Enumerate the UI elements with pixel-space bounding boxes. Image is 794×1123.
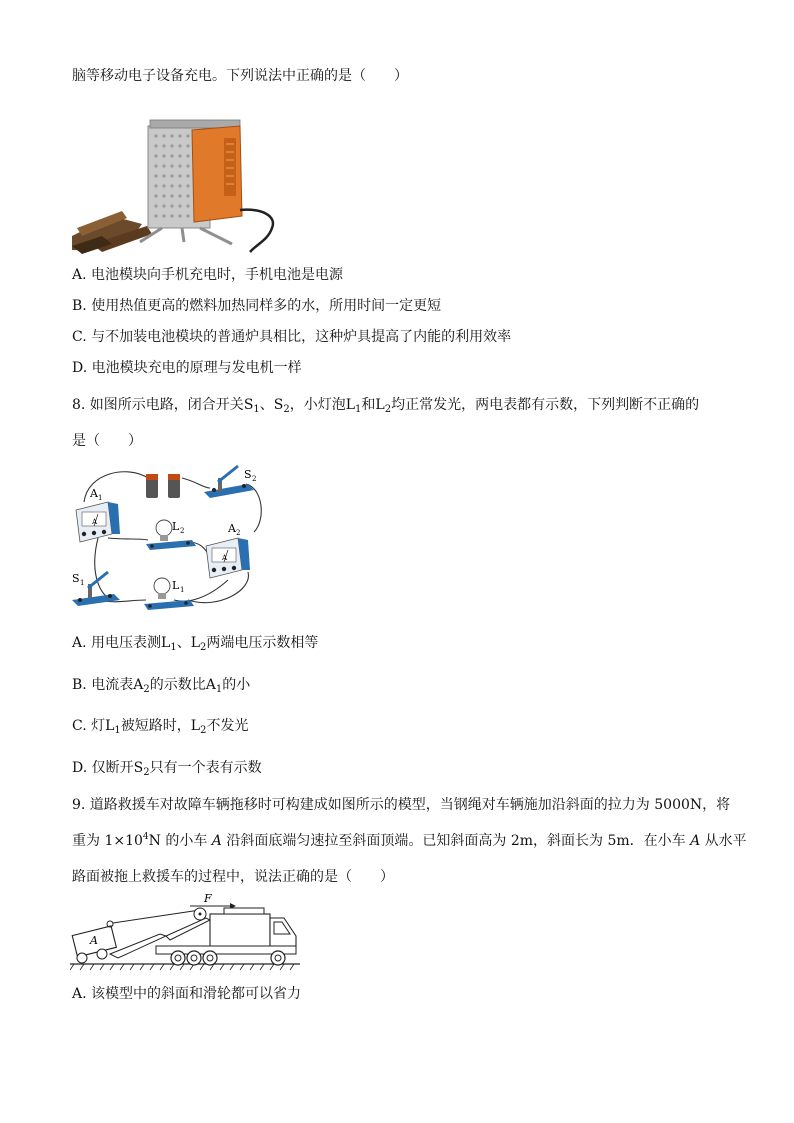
q8-option-d-post: 只有一个表有示数 xyxy=(149,760,262,776)
q8-option-a-l2: L xyxy=(190,635,200,651)
q7-option-d: D. 电池模块充电的原理与发电机一样 xyxy=(72,360,302,376)
q8-option-a-l2-sub: 2 xyxy=(199,642,207,653)
q8-option-a-l1: L xyxy=(161,635,171,651)
q8-l2: L xyxy=(375,397,385,413)
ammeter-a1-icon xyxy=(76,502,120,542)
label-s2: S xyxy=(244,468,252,481)
q7-option-c: C. 与不加装电池模块的普通炉具相比，这种炉具提高了内能的利用效率 xyxy=(72,329,512,345)
q8-option-a-pre: A. 用电压表测 xyxy=(72,635,162,651)
label-l1-sub: 1 xyxy=(180,586,185,594)
q8-l1: L xyxy=(345,397,356,413)
label-l2: L xyxy=(172,520,180,533)
q8-option-a-l1-sub: 1 xyxy=(170,642,177,653)
label-a1: A xyxy=(90,487,98,500)
q9-stem-line3: 路面被拖上救援车的过程中，说法正确的是（ ） xyxy=(72,869,394,885)
q8-option-c-l2: L xyxy=(190,718,201,734)
q8-sep1: 、 xyxy=(259,397,274,413)
q8-l1-sub: 1 xyxy=(355,404,362,415)
circuit-figure xyxy=(68,460,268,615)
label-s1: S xyxy=(72,572,80,585)
q8-s1-sub: 1 xyxy=(253,404,260,415)
q8-stem-part1: 8. 如图所示电路，闭合开关 xyxy=(72,397,244,413)
q9-weight-exponent: 4 xyxy=(142,832,149,842)
label-l2-sub: 2 xyxy=(180,527,185,535)
q9-car-a: A xyxy=(211,833,222,849)
stove-figure xyxy=(72,116,282,254)
q9-stem-line2-end: 从水平 xyxy=(700,833,747,849)
q8-stem-line2: 是（ ） xyxy=(72,433,142,449)
label-s1-sub: 1 xyxy=(80,579,85,587)
q8-option-d-s2: S xyxy=(133,760,144,776)
tow-truck-figure xyxy=(70,892,302,972)
q8-option-d xyxy=(72,758,262,778)
q8-option-c-l1-sub: 1 xyxy=(114,725,121,736)
q8-s2-sub: 2 xyxy=(283,404,290,415)
q8-option-a-post: 两端电压示数相等 xyxy=(206,635,319,651)
q8-option-b-a2-sub: 2 xyxy=(143,684,150,695)
q9-weight-mantissa: 重为 1×10 xyxy=(72,833,143,849)
q8-option-c-mid: 被短路时， xyxy=(120,718,191,734)
q7-option-b: B. 使用热值更高的燃料加热同样多的水，所用时间一定更短 xyxy=(72,298,442,314)
ammeter-a1-face-label: A xyxy=(92,518,98,526)
bulb-l1-icon xyxy=(144,578,194,610)
q8-s2: S xyxy=(273,397,284,413)
q9-stem-line2-mid: 沿斜面底端匀速拉至斜面顶端。已知斜面高为 2m，斜面长为 5m．在小车 xyxy=(221,833,691,849)
q8-option-b-pre: B. 电流表 xyxy=(72,677,134,693)
q9-weight-unit: N 的小车 xyxy=(148,833,212,849)
q8-option-c-pre: C. 灯 xyxy=(72,718,106,734)
ammeter-a2-icon xyxy=(206,538,250,578)
q9-car-a-2: A xyxy=(690,833,701,849)
q8-option-b-a1: A xyxy=(205,677,216,693)
q8-option-c-l2-sub: 2 xyxy=(200,725,207,736)
label-car-a: A xyxy=(90,934,98,947)
q7-stem-tail: 脑等移动电子设备充电。下列说法中正确的是（ ） xyxy=(72,68,408,84)
q8-stem xyxy=(72,395,699,415)
label-a1-sub: 1 xyxy=(98,494,103,502)
q9-option-a: A. 该模型中的斜面和滑轮都可以省力 xyxy=(72,986,302,1002)
label-a2: A xyxy=(228,522,236,535)
q8-stem-part2: ，小灯泡 xyxy=(289,397,346,413)
label-s2-sub: 2 xyxy=(252,475,257,483)
q8-option-b-mid: 的示数比 xyxy=(149,677,206,693)
q8-s1: S xyxy=(243,397,254,413)
q8-stem-part3: 和 xyxy=(361,397,376,413)
q8-option-b-a1-sub: 1 xyxy=(215,684,223,695)
ammeter-a2-face-label: A xyxy=(222,554,228,562)
q7-option-a: A. 电池模块向手机充电时，手机电池是电源 xyxy=(72,267,344,283)
q9-stem-line1: 9. 道路救援车对故障车辆拖移时可构建成如图所示的模型，当钢绳对车辆施加沿斜面的拉力为 5000N，将 xyxy=(72,797,731,813)
q8-l2-sub: 2 xyxy=(384,404,392,415)
q8-stem-part4: 均正常发光，两电表都有示数，下列判断不正确的 xyxy=(391,397,700,413)
q9-stem-line2 xyxy=(72,831,747,851)
q8-option-a-sep: 、 xyxy=(176,635,191,651)
firewood-image xyxy=(72,211,152,254)
battery-icon xyxy=(146,474,180,498)
q8-option-c-post: 不发光 xyxy=(206,718,249,734)
q8-option-b xyxy=(72,675,250,695)
q8-option-b-a2: A xyxy=(133,677,144,693)
q8-option-c-l1: L xyxy=(105,718,115,734)
label-force-f: F xyxy=(204,892,212,905)
label-l1: L xyxy=(172,579,180,592)
q8-option-d-pre: D. 仅断开 xyxy=(72,760,134,776)
q8-option-a xyxy=(72,633,318,653)
q8-option-c xyxy=(72,716,248,736)
q8-option-d-s2-sub: 2 xyxy=(143,767,150,778)
q8-option-b-post: 的小 xyxy=(222,677,251,693)
label-a2-sub: 2 xyxy=(236,529,241,537)
bulb-l2-icon xyxy=(146,520,196,550)
